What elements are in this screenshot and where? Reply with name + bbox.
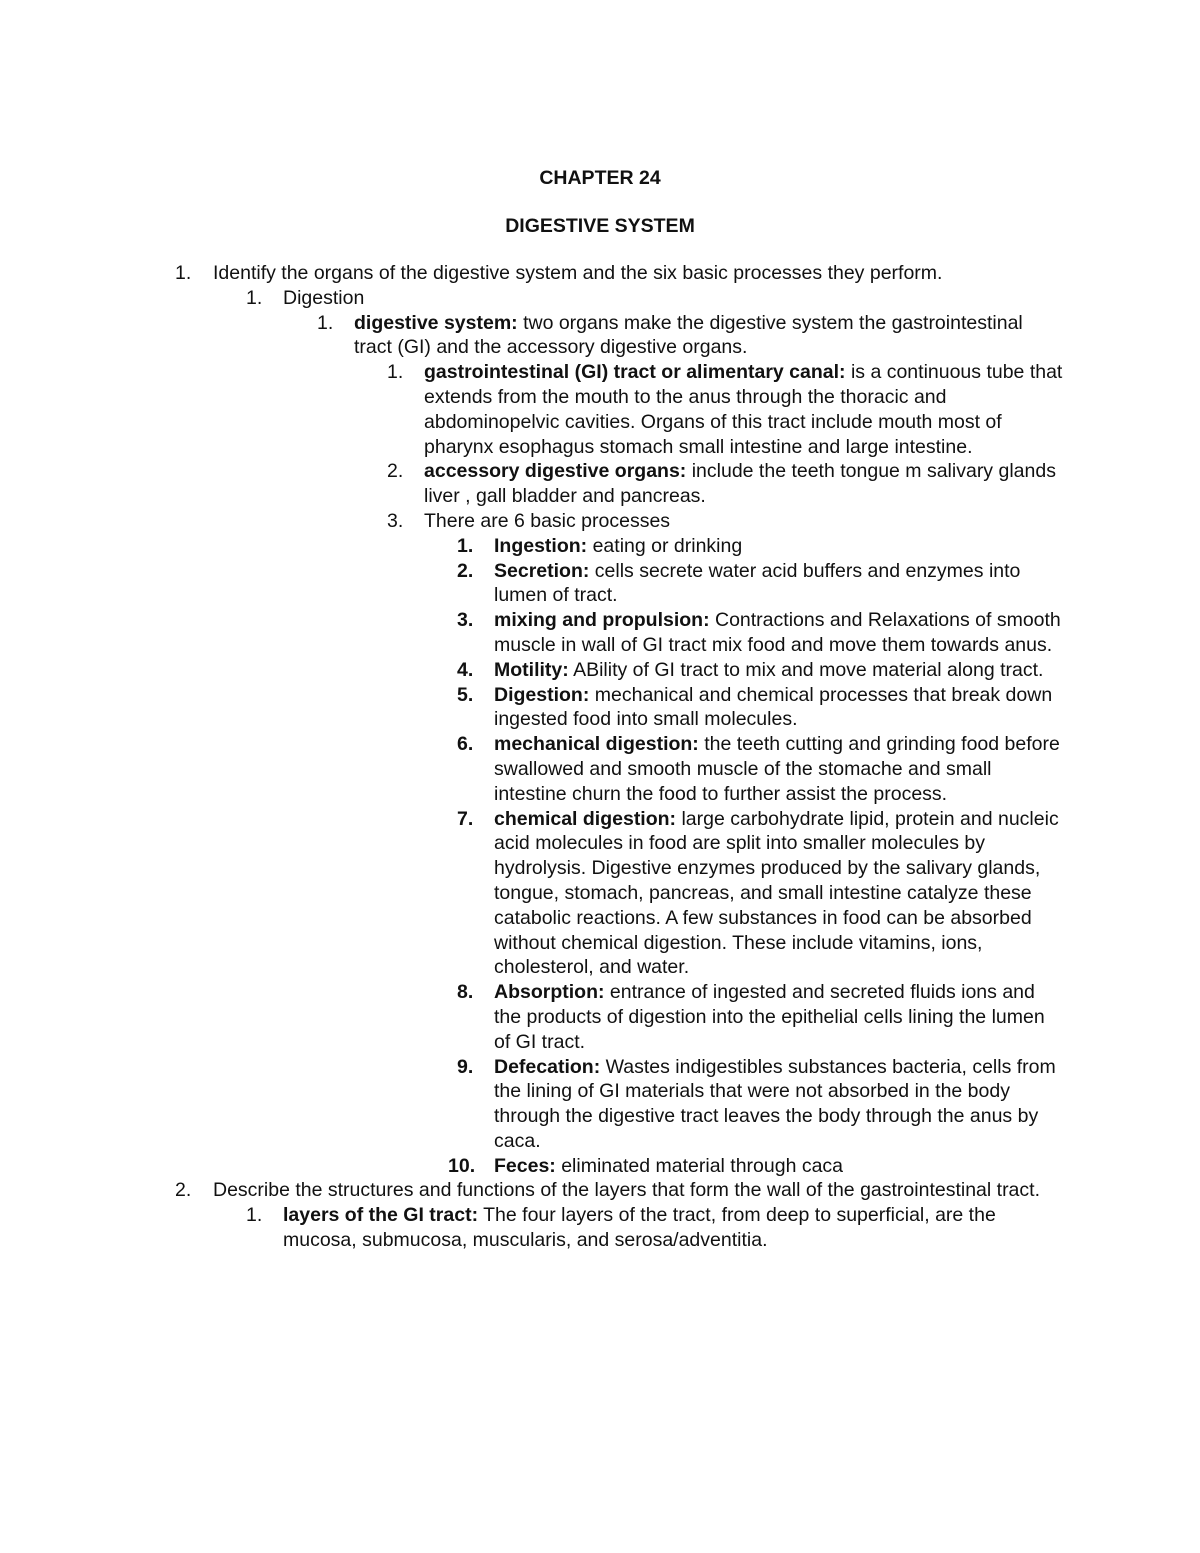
item-text: the teeth cutting and grinding food before swallowed and smooth muscle of the stomache and small intestine churn the food to further assist the process. [494,733,1060,805]
item-term: chemical digestion: [494,807,677,830]
item-number: 1. [246,286,263,309]
process-mechanical-digestion [457,732,1064,806]
item-text: large carbohydrate lipid, protein and nucleic acid molecules in food are split into smaller molecules by hydrolysis. Digestive enzymes produced by the salivary glands, tongue, stomach, pancreas, and small intestine catalyze these catabolic reactions. A few substances in food can be absorbed without chemical digestion. These include vitamins, ions, cholesterol, and water. [494,807,1059,979]
item-text: entrance of ingested and secreted fluids ions and the products of digestion into the epithelial cells lining the lumen of GI tract. [494,981,1045,1053]
item-number: 10. [448,1154,476,1177]
item-text: mechanical and chemical processes that break down ingested food into small molecules. [494,683,1053,731]
item-term: Defecation: [494,1055,601,1078]
question-1 [175,261,1043,286]
item-number: 7. [457,807,474,830]
process-motility [457,658,1064,683]
item-number: 6. [457,733,474,756]
item-number: 5. [457,683,474,706]
process-absorption [457,980,1064,1054]
item-number: 2. [387,460,404,483]
item-number: 9. [457,1055,474,1078]
item-text: include the teeth tongue m salivary glands liver , gall bladder and pancreas. [424,460,1056,508]
subitem-digestive-system [317,311,1054,361]
item-text: Describe the structures and functions of the layers that form the wall of the gastrointestinal tract. [213,1179,1040,1202]
outline-list [0,261,1200,1253]
chapter-title: DIGESTIVE SYSTEM [505,215,695,237]
item-term: Feces: [494,1154,556,1177]
item-term: gastrointestinal (GI) tract or alimentary canal: [424,361,846,384]
item-term: Motility: [494,658,569,681]
process-mixing-propulsion [457,608,1064,658]
process-feces [448,1154,1064,1179]
item-text: Wastes indigestibles substances bacteria, cells from the lining of GI materials that were not absorbed in the body through the digestive tract leaves the body through the anus by caca. [494,1055,1056,1152]
subitem-gi-tract [387,360,1064,459]
subitem-accessory-organs [387,459,1064,509]
question-2 [175,1178,1043,1203]
item-number: 2. [457,559,474,582]
process-chemical-digestion [457,807,1064,981]
item-term: layers of the GI tract: [283,1204,479,1227]
item-number: 1. [246,1204,263,1227]
item-term: mechanical digestion: [494,733,699,756]
item-term: Ingestion: [494,534,588,557]
item-text: ABility of GI tract to mix and move material along tract. [568,658,1044,681]
process-ingestion [457,534,1064,559]
item-text: Contractions and Relaxations of smooth muscle in wall of GI tract mix food and move them towards anus. [494,609,1061,656]
item-text: The four layers of the tract, from deep to superficial, are the mucosa, submucosa, muscularis, and serosa/adventitia. [283,1204,996,1252]
item-number: 3. [457,609,474,632]
chapter-heading: CHAPTER 24 [539,167,661,189]
item-number: 2. [175,1179,192,1202]
item-term: mixing and propulsion: [494,609,710,632]
item-text: Identify the organs of the digestive system and the six basic processes they perform. [213,262,943,284]
item-text: cells secrete water acid buffers and enzymes into lumen of tract. [494,559,1021,607]
item-number: 3. [387,509,404,532]
subitem-basic-processes [387,509,1064,534]
item-text: There are 6 basic processes [424,509,671,532]
subitem-gi-layers [246,1203,1053,1253]
item-number: 1. [387,361,404,384]
item-number: 1. [457,534,474,557]
process-defecation [457,1055,1064,1154]
item-term: Absorption: [494,981,605,1004]
item-number: 1. [175,262,192,284]
item-number: 1. [317,311,334,334]
subitem-digestion [246,286,1053,311]
item-text: Digestion [283,286,365,309]
item-text: is a continuous tube that extends from the mouth to the anus through the thoracic and abdominopelvic cavities. Organs of this tract include mouth most of pharynx esophagus stomach small intestine and large intestine. [424,361,1063,458]
process-digestion [457,683,1064,733]
process-secretion [457,559,1064,609]
item-term: Digestion: [494,683,590,706]
item-term: accessory digestive organs: [424,460,687,483]
item-term: Secretion: [494,559,590,582]
item-number: 8. [457,981,474,1004]
item-term: digestive system: [354,311,518,334]
item-text: eating or drinking [587,534,743,557]
item-text: two organs make the digestive system the gastrointestinal tract (GI) and the accessory digestive organs. [354,311,1023,359]
item-text: eliminated material through caca [555,1154,844,1177]
item-number: 4. [457,658,474,681]
